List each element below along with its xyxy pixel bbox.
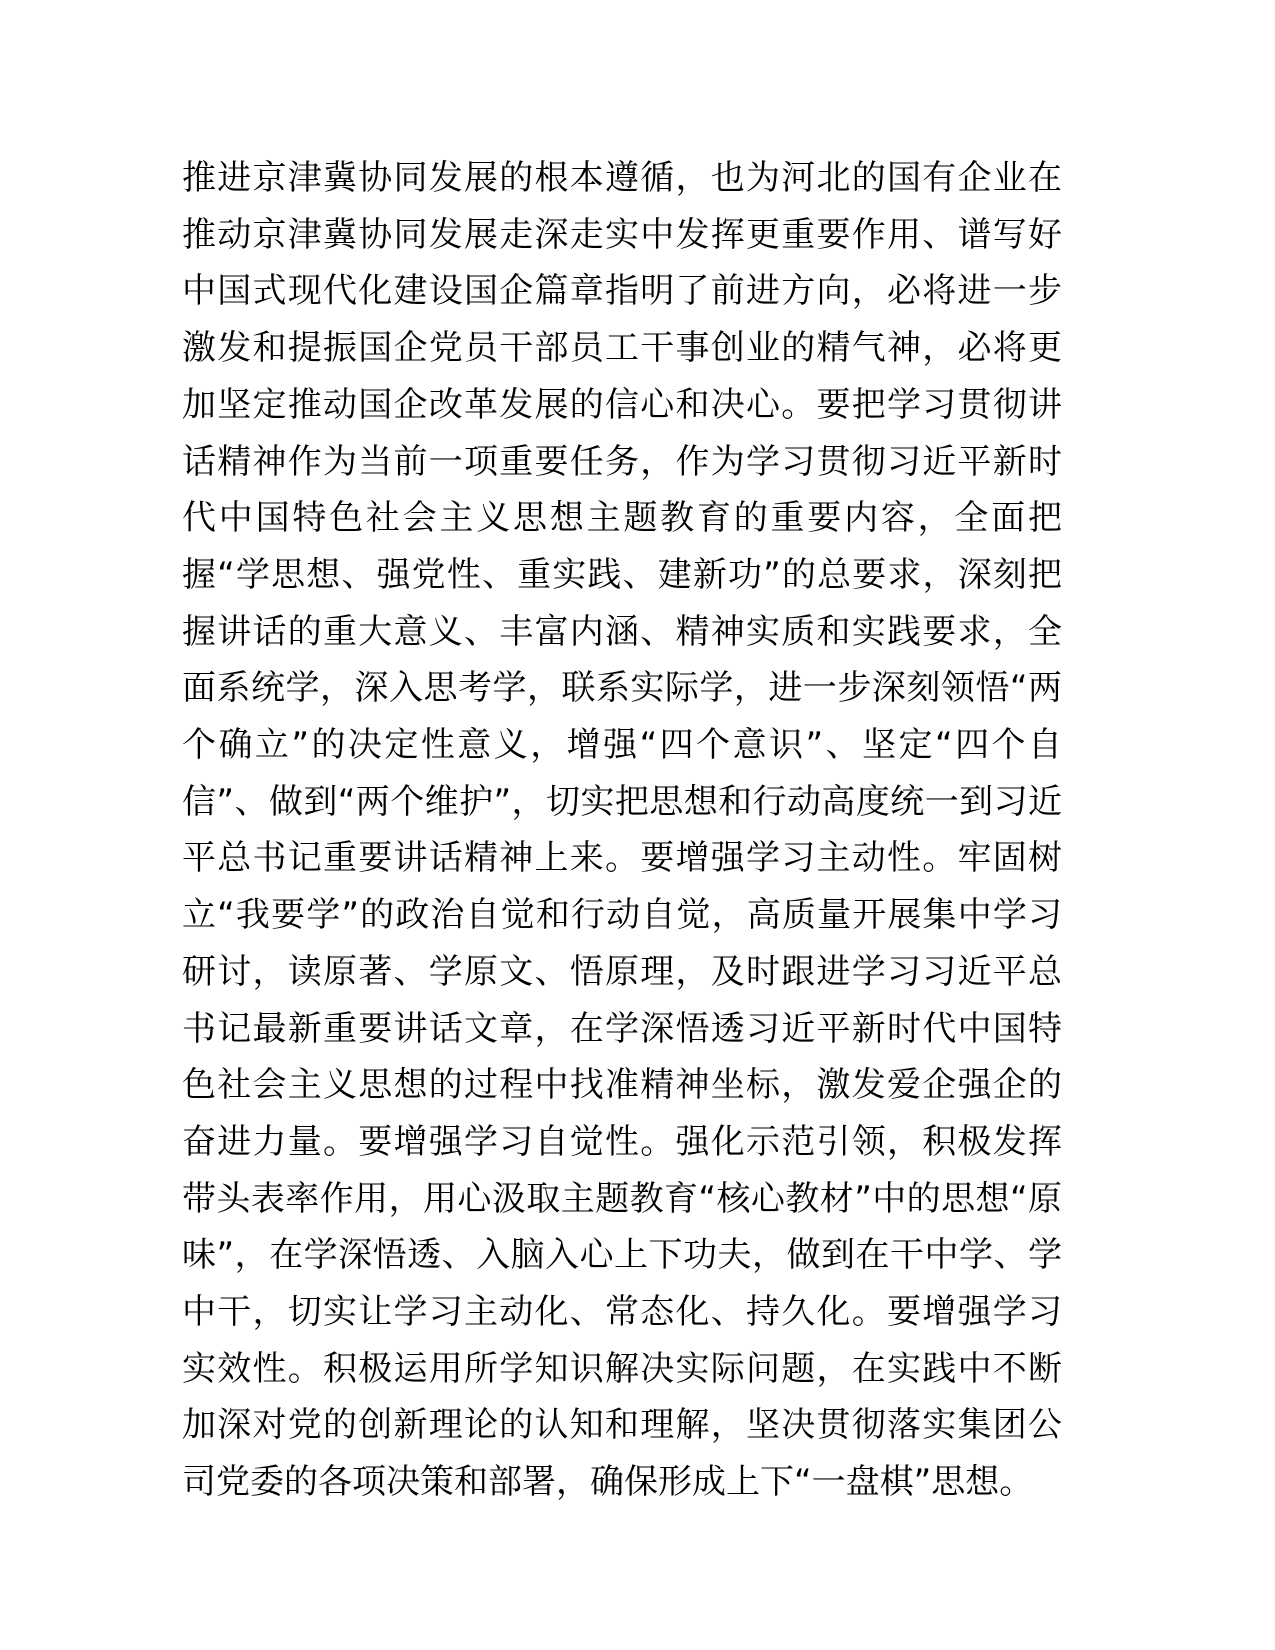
body-paragraph: 推进京津冀协同发展的根本遵循，也为河北的国有企业在推动京津冀协同发展走深走实中发挥更重要作用、谱写好中国式现代化建设国企篇章指明了前进方向，必将进一步激发和提振国企党员干部员工干事创业的精气神，必将更加坚定推动国企改革发展的信心和决心。要把学习贯彻讲话精神作为当前一项重要任务，作为学习贯彻习近平新时代中国特色社会主义思想主题教育的重要内容，全面把握“学思想、强党性、重实践、建新功”的总要求，深刻把握讲话的重大意义、丰富内涵、精神实质和实践要求，全面系统学，深入思考学，联系实际学，进一步深刻领悟“两个确立”的决定性意义，增强“四个意识”、坚定“四个自信”、做到“两个维护”，切实把思想和行动高度统一到习近平总书记重要讲话精神上来。要增强学习主动性。牢固树立“我要学”的政治自觉和行动自觉，高质量开展集中学习研讨，读原著、学原文、悟原理，及时跟进学习习近平总书记最新重要讲话文章，在学深悟透习近平新时代中国特色社会主义思想的过程中找准精神坐标，激发爱企强企的奋进力量。要增强学习自觉性。强化示范引领，积极发挥带头表率作用，用心汲取主题教育“核心教材”中的思想“原味”，在学深悟透、入脑入心上下功夫，做到在干中学、学中干，切实让学习主动化、常态化、持久化。要增强学习实效性。积极运用所学知识解决实际问题，在实践中不断加深对党的创新理论的认知和理解，坚决贯彻落实集团公司党委的各项决策和部署，确保形成上下“一盘棋”思想。 [182,158,1062,1503]
